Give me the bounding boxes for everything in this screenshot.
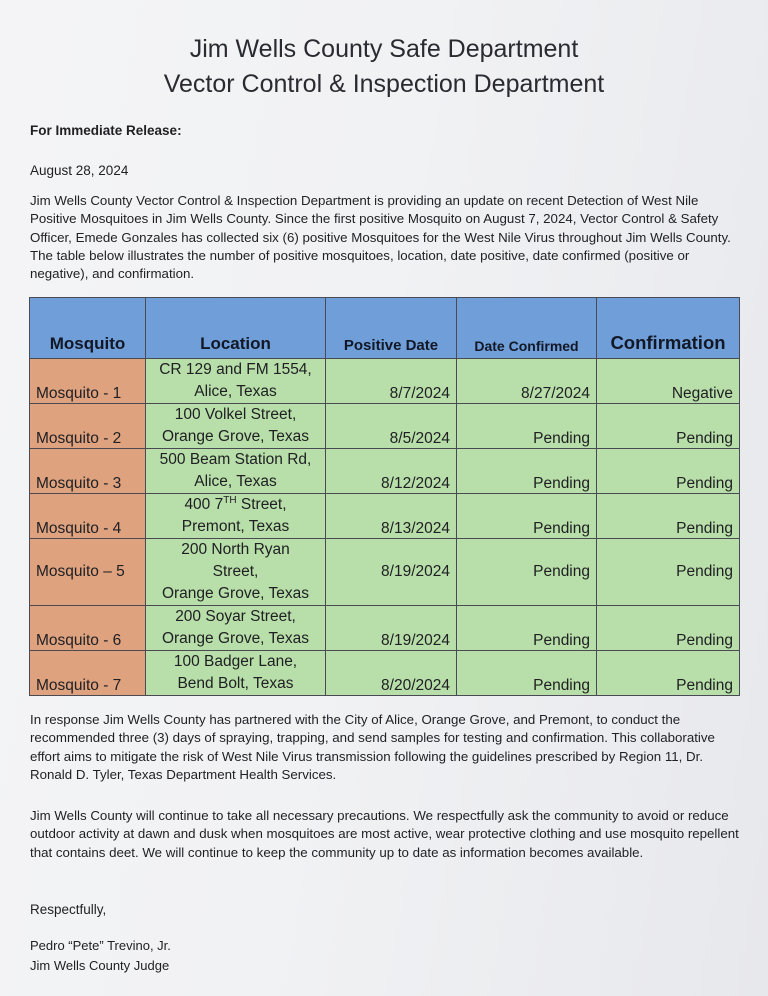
header-positive-date: Positive Date (326, 298, 457, 359)
title-line-2: Vector Control & Inspection Department (163, 70, 605, 98)
positive-date: 8/5/2024 (326, 404, 457, 449)
positive-date: 8/20/2024 (326, 651, 457, 696)
date-confirmed: Pending (457, 404, 597, 449)
release-date: August 28, 2024 (30, 163, 129, 178)
location-cell (146, 449, 326, 494)
location-line-1: 100 Volkel Street, (174, 406, 297, 423)
location-line-1: 200 Soyar Street, (175, 608, 296, 625)
table-row (30, 449, 740, 494)
location-line-2: Alice, Texas (194, 383, 277, 400)
mosquito-id: Mosquito - 3 (30, 449, 146, 494)
date-confirmed: Pending (457, 539, 597, 606)
positive-date: 8/13/2024 (326, 494, 457, 539)
intro-paragraph: Jim Wells County Vector Control & Inspection Department is providing an update on recent Detection of West Nile Positive Mosquitoes in Jim Wells County. Since the first positive Mosquito on August 7, 2024, Vector Control & Safety Officer, Emede Gonzales has collected six (6) positive Mosquitoes for the West Nile Virus throughout Jim Wells County. The table below illustrates the number of positive mosquitoes, location, date positive, date confirmed (positive or negative), and confirmation. (30, 193, 731, 282)
confirmation-status: Pending (597, 651, 740, 696)
table-row (30, 539, 740, 606)
location-line-2: Orange Grove, Texas (161, 585, 310, 602)
positive-date: 8/19/2024 (326, 539, 457, 606)
table-row (30, 494, 740, 539)
closing: Respectfully, (30, 902, 107, 917)
location-cell (146, 651, 326, 696)
location-line-2: Alice, Texas (194, 473, 277, 490)
header-confirmation: Confirmation (597, 298, 740, 359)
date-confirmed: 8/27/2024 (457, 359, 597, 404)
release-label: For Immediate Release: (30, 123, 182, 138)
mosquito-id: Mosquito – 5 (30, 539, 146, 606)
location-line-1: 200 North Ryan (181, 541, 290, 558)
location-line-2: Premont, Texas (181, 518, 290, 535)
table-row (30, 359, 740, 404)
positive-date: 8/7/2024 (326, 359, 457, 404)
location-cell (146, 404, 326, 449)
confirmation-status: Pending (597, 539, 740, 606)
precautions-paragraph: Jim Wells County will continue to take all necessary precautions. We respectfully ask the community to avoid or reduce outdoor activity at dawn and dusk when mosquitoes are most active, wear protective clothing and use mosquito repellent that contains deet. We will continue to keep the community up to date as information becomes available. (30, 808, 739, 860)
location-line-1: 400 7TH Street, (184, 494, 287, 513)
mosquito-table (29, 297, 740, 696)
header-location: Location (146, 298, 326, 359)
location-cell (146, 359, 326, 404)
positive-date: 8/12/2024 (326, 449, 457, 494)
confirmation-status: Pending (597, 404, 740, 449)
header-mosquito: Mosquito (30, 298, 146, 359)
date-confirmed: Pending (457, 449, 597, 494)
location-line-2: Orange Grove, Texas (161, 428, 310, 445)
location-cell (146, 494, 326, 539)
location-line-1: 500 Beam Station Rd, (159, 451, 312, 468)
response-paragraph: In response Jim Wells County has partnered with the City of Alice, Orange Grove, and Premont, to conduct the recommended three (3) days of spraying, trapping, and send samples for testing and confirmation. This collaborative effort aims to mitigate the risk of West Nile Virus transmission following the guidelines prescribed by Region 11, Dr. Ronald D. Tyler, Texas Department Health Services. (30, 712, 715, 782)
table-row (30, 651, 740, 696)
confirmation-status: Negative (597, 359, 740, 404)
positive-date: 8/19/2024 (326, 606, 457, 651)
mosquito-id: Mosquito - 6 (30, 606, 146, 651)
location-line-mid: Street, (212, 563, 259, 580)
date-confirmed: Pending (457, 494, 597, 539)
location-line-1: 100 Badger Lane, (173, 653, 298, 670)
confirmation-status: Pending (597, 606, 740, 651)
signature-name: Pedro “Pete” Trevino, Jr. (30, 938, 171, 953)
table-row (30, 404, 740, 449)
table-row (30, 606, 740, 651)
location-cell (146, 539, 326, 606)
mosquito-id: Mosquito - 1 (30, 359, 146, 404)
location-cell (146, 606, 326, 651)
table-header-row (30, 298, 740, 359)
date-confirmed: Pending (457, 606, 597, 651)
location-line-2: Orange Grove, Texas (161, 630, 310, 647)
signature-title: Jim Wells County Judge (30, 958, 170, 973)
location-line-2: Bend Bolt, Texas (177, 675, 294, 692)
mosquito-id: Mosquito - 4 (30, 494, 146, 539)
header-date-confirmed: Date Confirmed (457, 298, 597, 359)
location-line-1: CR 129 and FM 1554, (159, 361, 312, 378)
mosquito-id: Mosquito - 2 (30, 404, 146, 449)
date-confirmed: Pending (457, 651, 597, 696)
title-line-1: Jim Wells County Safe Department (189, 35, 579, 63)
confirmation-status: Pending (597, 449, 740, 494)
confirmation-status: Pending (597, 494, 740, 539)
mosquito-id: Mosquito - 7 (30, 651, 146, 696)
